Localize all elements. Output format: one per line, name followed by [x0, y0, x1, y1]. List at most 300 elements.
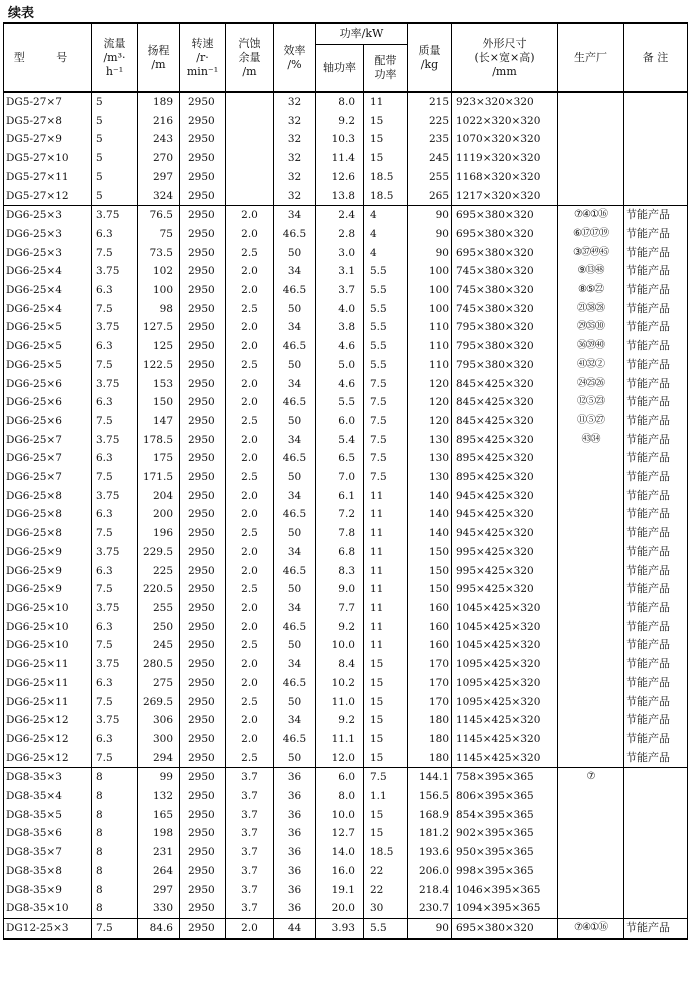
cell-flow: 5 — [92, 168, 138, 187]
cell-efficiency: 46.5 — [274, 449, 316, 468]
cell-mass: 245 — [408, 149, 452, 168]
cell-npsh — [226, 130, 274, 149]
table-row — [4, 655, 688, 674]
cell-npsh: 3.7 — [226, 881, 274, 900]
cell-head: 245 — [138, 636, 180, 655]
cell-remarks: 节能产品 — [624, 636, 688, 655]
cell-model: DG6-25×7 — [4, 449, 92, 468]
cell-manufacturer: ㊸㉞ — [558, 431, 624, 450]
cell-remarks — [624, 824, 688, 843]
cell-flow: 3.75 — [92, 431, 138, 450]
cell-npsh: 2.0 — [226, 431, 274, 450]
table-row — [4, 318, 688, 337]
header-motor-power: 配带 功率 — [364, 45, 408, 93]
cell-motor-power: 5.5 — [364, 281, 408, 300]
cell-speed: 2950 — [180, 806, 226, 825]
cell-head: 243 — [138, 130, 180, 149]
cell-speed: 2950 — [180, 168, 226, 187]
cell-model: DG6-25×9 — [4, 543, 92, 562]
cell-head: 306 — [138, 711, 180, 730]
cell-npsh: 2.5 — [226, 468, 274, 487]
table-row — [4, 711, 688, 730]
cell-mass: 230.7 — [408, 899, 452, 918]
cell-speed: 2950 — [180, 375, 226, 394]
cell-efficiency: 46.5 — [274, 393, 316, 412]
cell-flow: 3.75 — [92, 262, 138, 281]
cell-speed: 2950 — [180, 881, 226, 900]
cell-speed: 2950 — [180, 356, 226, 375]
cell-motor-power: 1.1 — [364, 787, 408, 806]
table-row — [4, 356, 688, 375]
cell-model: DG6-25×3 — [4, 244, 92, 263]
cell-npsh: 3.7 — [226, 768, 274, 787]
cell-dimensions: 695×380×320 — [452, 244, 558, 263]
cell-dimensions: 895×425×320 — [452, 431, 558, 450]
cell-remarks: 节能产品 — [624, 337, 688, 356]
cell-mass: 170 — [408, 655, 452, 674]
cell-manufacturer: ⑧⑤㉒ — [558, 281, 624, 300]
cell-npsh: 3.7 — [226, 843, 274, 862]
cell-speed: 2950 — [180, 281, 226, 300]
cell-shaft-power: 10.0 — [316, 636, 364, 655]
cell-head: 84.6 — [138, 918, 180, 938]
cell-model: DG6-25×5 — [4, 337, 92, 356]
cell-remarks — [624, 187, 688, 206]
cell-shaft-power: 4.6 — [316, 337, 364, 356]
cell-speed: 2950 — [180, 918, 226, 938]
cell-model: DG6-25×4 — [4, 300, 92, 319]
cell-flow: 7.5 — [92, 749, 138, 768]
cell-mass: 265 — [408, 187, 452, 206]
cell-motor-power: 15 — [364, 674, 408, 693]
cell-model: DG5-27×9 — [4, 130, 92, 149]
cell-mass: 90 — [408, 225, 452, 244]
cell-npsh: 3.7 — [226, 824, 274, 843]
cell-flow: 5 — [92, 112, 138, 131]
cell-flow: 6.3 — [92, 618, 138, 637]
cell-remarks: 节能产品 — [624, 918, 688, 938]
cell-dimensions: 1095×425×320 — [452, 655, 558, 674]
header-model: 型 号 — [4, 23, 92, 92]
cell-flow: 7.5 — [92, 524, 138, 543]
cell-efficiency: 32 — [274, 92, 316, 112]
cell-shaft-power: 8.4 — [316, 655, 364, 674]
cell-efficiency: 50 — [274, 580, 316, 599]
cell-efficiency: 36 — [274, 862, 316, 881]
cell-npsh: 2.0 — [226, 711, 274, 730]
cell-mass: 150 — [408, 562, 452, 581]
cell-model: DG8-35×4 — [4, 787, 92, 806]
cell-mass: 170 — [408, 674, 452, 693]
cell-flow: 8 — [92, 843, 138, 862]
cell-efficiency: 46.5 — [274, 505, 316, 524]
cell-speed: 2950 — [180, 562, 226, 581]
cell-motor-power: 11 — [364, 636, 408, 655]
cell-efficiency: 34 — [274, 431, 316, 450]
cell-dimensions: 998×395×365 — [452, 862, 558, 881]
cell-shaft-power: 7.2 — [316, 505, 364, 524]
table-row — [4, 300, 688, 319]
cell-head: 189 — [138, 92, 180, 112]
cell-motor-power: 18.5 — [364, 168, 408, 187]
cell-dimensions: 895×425×320 — [452, 468, 558, 487]
cell-speed: 2950 — [180, 768, 226, 787]
cell-npsh: 2.5 — [226, 749, 274, 768]
cell-shaft-power: 10.2 — [316, 674, 364, 693]
cell-manufacturer — [558, 881, 624, 900]
cell-shaft-power: 9.0 — [316, 580, 364, 599]
cell-shaft-power: 4.0 — [316, 300, 364, 319]
cell-model: DG6-25×3 — [4, 225, 92, 244]
cell-head: 100 — [138, 281, 180, 300]
cell-head: 297 — [138, 881, 180, 900]
cell-dimensions: 895×425×320 — [452, 449, 558, 468]
cell-shaft-power: 11.1 — [316, 730, 364, 749]
cell-dimensions: 1217×320×320 — [452, 187, 558, 206]
cell-head: 231 — [138, 843, 180, 862]
cell-shaft-power: 7.7 — [316, 599, 364, 618]
table-row — [4, 787, 688, 806]
cell-manufacturer — [558, 562, 624, 581]
cell-head: 175 — [138, 449, 180, 468]
cell-efficiency: 34 — [274, 655, 316, 674]
cell-shaft-power: 9.2 — [316, 618, 364, 637]
header-efficiency: 效率 /% — [274, 23, 316, 92]
cell-mass: 90 — [408, 918, 452, 938]
cell-mass: 170 — [408, 693, 452, 712]
cell-manufacturer: ⑦④①⑯ — [558, 206, 624, 225]
cell-manufacturer — [558, 543, 624, 562]
cell-dimensions: 1046×395×365 — [452, 881, 558, 900]
cell-motor-power: 15 — [364, 711, 408, 730]
cell-mass: 144.1 — [408, 768, 452, 787]
cell-remarks: 节能产品 — [624, 618, 688, 637]
cell-motor-power: 5.5 — [364, 356, 408, 375]
cell-efficiency: 32 — [274, 130, 316, 149]
cell-manufacturer — [558, 730, 624, 749]
header-head: 扬程 /m — [138, 23, 180, 92]
cell-remarks: 节能产品 — [624, 749, 688, 768]
cell-efficiency: 50 — [274, 636, 316, 655]
cell-npsh: 2.0 — [226, 674, 274, 693]
cell-remarks — [624, 112, 688, 131]
cell-flow: 6.3 — [92, 393, 138, 412]
cell-remarks — [624, 168, 688, 187]
cell-flow: 8 — [92, 862, 138, 881]
cell-manufacturer — [558, 524, 624, 543]
cell-model: DG6-25×10 — [4, 599, 92, 618]
cell-shaft-power: 2.4 — [316, 206, 364, 225]
cell-remarks: 节能产品 — [624, 262, 688, 281]
table-row — [4, 393, 688, 412]
cell-motor-power: 4 — [364, 225, 408, 244]
cell-motor-power: 5.5 — [364, 918, 408, 938]
cell-model: DG6-25×4 — [4, 281, 92, 300]
cell-model: DG6-25×6 — [4, 393, 92, 412]
cell-flow: 6.3 — [92, 562, 138, 581]
cell-npsh: 3.7 — [226, 862, 274, 881]
cell-dimensions: 695×380×320 — [452, 206, 558, 225]
cell-dimensions: 1045×425×320 — [452, 599, 558, 618]
cell-head: 255 — [138, 599, 180, 618]
cell-flow: 7.5 — [92, 412, 138, 431]
table-row — [4, 580, 688, 599]
cell-speed: 2950 — [180, 468, 226, 487]
cell-mass: 255 — [408, 168, 452, 187]
cell-model: DG6-25×10 — [4, 618, 92, 637]
cell-shaft-power: 6.8 — [316, 543, 364, 562]
cell-model: DG6-25×11 — [4, 674, 92, 693]
cell-shaft-power: 3.7 — [316, 281, 364, 300]
cell-shaft-power: 3.8 — [316, 318, 364, 337]
cell-mass: 90 — [408, 206, 452, 225]
cell-head: 99 — [138, 768, 180, 787]
cell-head: 196 — [138, 524, 180, 543]
cell-npsh: 2.0 — [226, 505, 274, 524]
cell-npsh — [226, 149, 274, 168]
cell-mass: 140 — [408, 487, 452, 506]
cell-model: DG8-35×3 — [4, 768, 92, 787]
cell-model: DG6-25×4 — [4, 262, 92, 281]
table-row — [4, 562, 688, 581]
cell-manufacturer: ㊶㉜② — [558, 356, 624, 375]
cell-npsh: 2.5 — [226, 244, 274, 263]
cell-efficiency: 34 — [274, 711, 316, 730]
cell-remarks: 节能产品 — [624, 562, 688, 581]
cell-speed: 2950 — [180, 730, 226, 749]
cell-speed: 2950 — [180, 655, 226, 674]
cell-model: DG5-27×10 — [4, 149, 92, 168]
cell-head: 150 — [138, 393, 180, 412]
cell-motor-power: 15 — [364, 824, 408, 843]
cell-manufacturer — [558, 449, 624, 468]
cell-motor-power: 18.5 — [364, 843, 408, 862]
cell-shaft-power: 9.2 — [316, 112, 364, 131]
table-row — [4, 768, 688, 787]
cell-dimensions: 695×380×320 — [452, 225, 558, 244]
cell-shaft-power: 6.5 — [316, 449, 364, 468]
cell-mass: 100 — [408, 281, 452, 300]
cell-motor-power: 11 — [364, 92, 408, 112]
cell-efficiency: 44 — [274, 918, 316, 938]
header-remarks: 备 注 — [624, 23, 688, 92]
cell-mass: 156.5 — [408, 787, 452, 806]
cell-motor-power: 5.5 — [364, 318, 408, 337]
cell-npsh — [226, 168, 274, 187]
cell-motor-power: 7.5 — [364, 412, 408, 431]
cell-efficiency: 46.5 — [274, 674, 316, 693]
cell-manufacturer — [558, 674, 624, 693]
cell-mass: 130 — [408, 449, 452, 468]
cell-efficiency: 34 — [274, 543, 316, 562]
cell-npsh: 2.0 — [226, 543, 274, 562]
cell-speed: 2950 — [180, 749, 226, 768]
cell-flow: 7.5 — [92, 693, 138, 712]
cell-efficiency: 46.5 — [274, 225, 316, 244]
cell-speed: 2950 — [180, 92, 226, 112]
cell-npsh: 2.0 — [226, 449, 274, 468]
cell-flow: 7.5 — [92, 468, 138, 487]
cell-speed: 2950 — [180, 130, 226, 149]
cell-efficiency: 50 — [274, 524, 316, 543]
cell-motor-power: 7.5 — [364, 768, 408, 787]
cell-efficiency: 34 — [274, 206, 316, 225]
cell-dimensions: 945×425×320 — [452, 505, 558, 524]
cell-model: DG8-35×5 — [4, 806, 92, 825]
table-row — [4, 730, 688, 749]
cell-manufacturer — [558, 806, 624, 825]
cell-manufacturer: ㊱㊴㊵ — [558, 337, 624, 356]
cell-flow: 3.75 — [92, 206, 138, 225]
cell-efficiency: 32 — [274, 149, 316, 168]
cell-flow: 3.75 — [92, 599, 138, 618]
cell-remarks — [624, 768, 688, 787]
table-row — [4, 149, 688, 168]
cell-head: 204 — [138, 487, 180, 506]
cell-dimensions: 1095×425×320 — [452, 693, 558, 712]
cell-shaft-power: 19.1 — [316, 881, 364, 900]
cell-npsh: 3.7 — [226, 806, 274, 825]
cell-dimensions: 845×425×320 — [452, 375, 558, 394]
cell-head: 171.5 — [138, 468, 180, 487]
cell-model: DG6-25×12 — [4, 749, 92, 768]
cell-dimensions: 845×425×320 — [452, 412, 558, 431]
cell-shaft-power: 3.1 — [316, 262, 364, 281]
cell-speed: 2950 — [180, 711, 226, 730]
cell-flow: 7.5 — [92, 580, 138, 599]
cell-mass: 100 — [408, 262, 452, 281]
cell-speed: 2950 — [180, 505, 226, 524]
cell-model: DG6-25×8 — [4, 524, 92, 543]
cell-npsh: 2.5 — [226, 693, 274, 712]
table-row — [4, 543, 688, 562]
cell-model: DG6-25×6 — [4, 412, 92, 431]
cell-shaft-power: 5.5 — [316, 393, 364, 412]
cell-flow: 5 — [92, 149, 138, 168]
cell-motor-power: 7.5 — [364, 431, 408, 450]
cell-shaft-power: 20.0 — [316, 899, 364, 918]
cell-npsh: 2.5 — [226, 524, 274, 543]
cell-motor-power: 11 — [364, 580, 408, 599]
cell-remarks: 节能产品 — [624, 225, 688, 244]
cell-model: DG6-25×5 — [4, 318, 92, 337]
cell-mass: 130 — [408, 431, 452, 450]
cell-model: DG5-27×11 — [4, 168, 92, 187]
cell-head: 330 — [138, 899, 180, 918]
cell-npsh: 2.0 — [226, 375, 274, 394]
cell-manufacturer: ㉙㉟⑩ — [558, 318, 624, 337]
table-row — [4, 599, 688, 618]
cell-dimensions: 950×395×365 — [452, 843, 558, 862]
cell-efficiency: 36 — [274, 824, 316, 843]
cell-npsh: 2.0 — [226, 730, 274, 749]
cell-remarks — [624, 881, 688, 900]
table-caption: 续表 — [8, 6, 35, 21]
cell-dimensions: 1045×425×320 — [452, 618, 558, 637]
cell-model: DG5-27×8 — [4, 112, 92, 131]
cell-manufacturer — [558, 92, 624, 112]
cell-shaft-power: 6.0 — [316, 768, 364, 787]
cell-dimensions: 806×395×365 — [452, 787, 558, 806]
cell-flow: 5 — [92, 130, 138, 149]
cell-motor-power: 15 — [364, 693, 408, 712]
cell-efficiency: 36 — [274, 881, 316, 900]
cell-mass: 215 — [408, 92, 452, 112]
cell-mass: 110 — [408, 318, 452, 337]
cell-head: 216 — [138, 112, 180, 131]
cell-model: DG8-35×8 — [4, 862, 92, 881]
cell-npsh: 2.0 — [226, 618, 274, 637]
cell-flow: 8 — [92, 806, 138, 825]
cell-npsh — [226, 187, 274, 206]
cell-motor-power: 11 — [364, 505, 408, 524]
table-header — [4, 23, 688, 92]
cell-flow: 3.75 — [92, 655, 138, 674]
cell-motor-power: 15 — [364, 112, 408, 131]
table-row — [4, 375, 688, 394]
cell-flow: 8 — [92, 824, 138, 843]
cell-remarks: 节能产品 — [624, 543, 688, 562]
table-row — [4, 262, 688, 281]
cell-efficiency: 36 — [274, 768, 316, 787]
cell-model: DG5-27×7 — [4, 92, 92, 112]
cell-flow: 3.75 — [92, 318, 138, 337]
cell-manufacturer — [558, 787, 624, 806]
cell-head: 127.5 — [138, 318, 180, 337]
cell-npsh — [226, 92, 274, 112]
cell-remarks: 节能产品 — [624, 580, 688, 599]
cell-flow: 7.5 — [92, 244, 138, 263]
cell-motor-power: 11 — [364, 562, 408, 581]
cell-motor-power: 22 — [364, 881, 408, 900]
table-row — [4, 206, 688, 225]
cell-shaft-power: 11.4 — [316, 149, 364, 168]
cell-motor-power: 5.5 — [364, 337, 408, 356]
cell-manufacturer — [558, 130, 624, 149]
cell-npsh: 2.5 — [226, 636, 274, 655]
table-row — [4, 824, 688, 843]
cell-head: 198 — [138, 824, 180, 843]
cell-remarks: 节能产品 — [624, 693, 688, 712]
cell-npsh: 2.0 — [226, 393, 274, 412]
cell-dimensions: 1070×320×320 — [452, 130, 558, 149]
cell-head: 229.5 — [138, 543, 180, 562]
cell-manufacturer — [558, 149, 624, 168]
cell-dimensions: 1095×425×320 — [452, 674, 558, 693]
cell-remarks: 节能产品 — [624, 375, 688, 394]
cell-flow: 7.5 — [92, 356, 138, 375]
cell-head: 125 — [138, 337, 180, 356]
cell-motor-power: 15 — [364, 655, 408, 674]
cell-npsh: 2.0 — [226, 337, 274, 356]
cell-model: DG6-25×12 — [4, 730, 92, 749]
cell-head: 153 — [138, 375, 180, 394]
cell-manufacturer — [558, 112, 624, 131]
cell-mass: 120 — [408, 412, 452, 431]
cell-flow: 7.5 — [92, 636, 138, 655]
cell-mass: 110 — [408, 356, 452, 375]
cell-efficiency: 50 — [274, 412, 316, 431]
cell-speed: 2950 — [180, 693, 226, 712]
cell-motor-power: 11 — [364, 487, 408, 506]
cell-remarks: 节能产品 — [624, 524, 688, 543]
cell-shaft-power: 6.1 — [316, 487, 364, 506]
cell-efficiency: 34 — [274, 487, 316, 506]
cell-npsh: 2.0 — [226, 281, 274, 300]
cell-flow: 3.75 — [92, 487, 138, 506]
table-row — [4, 468, 688, 487]
table-row — [4, 487, 688, 506]
